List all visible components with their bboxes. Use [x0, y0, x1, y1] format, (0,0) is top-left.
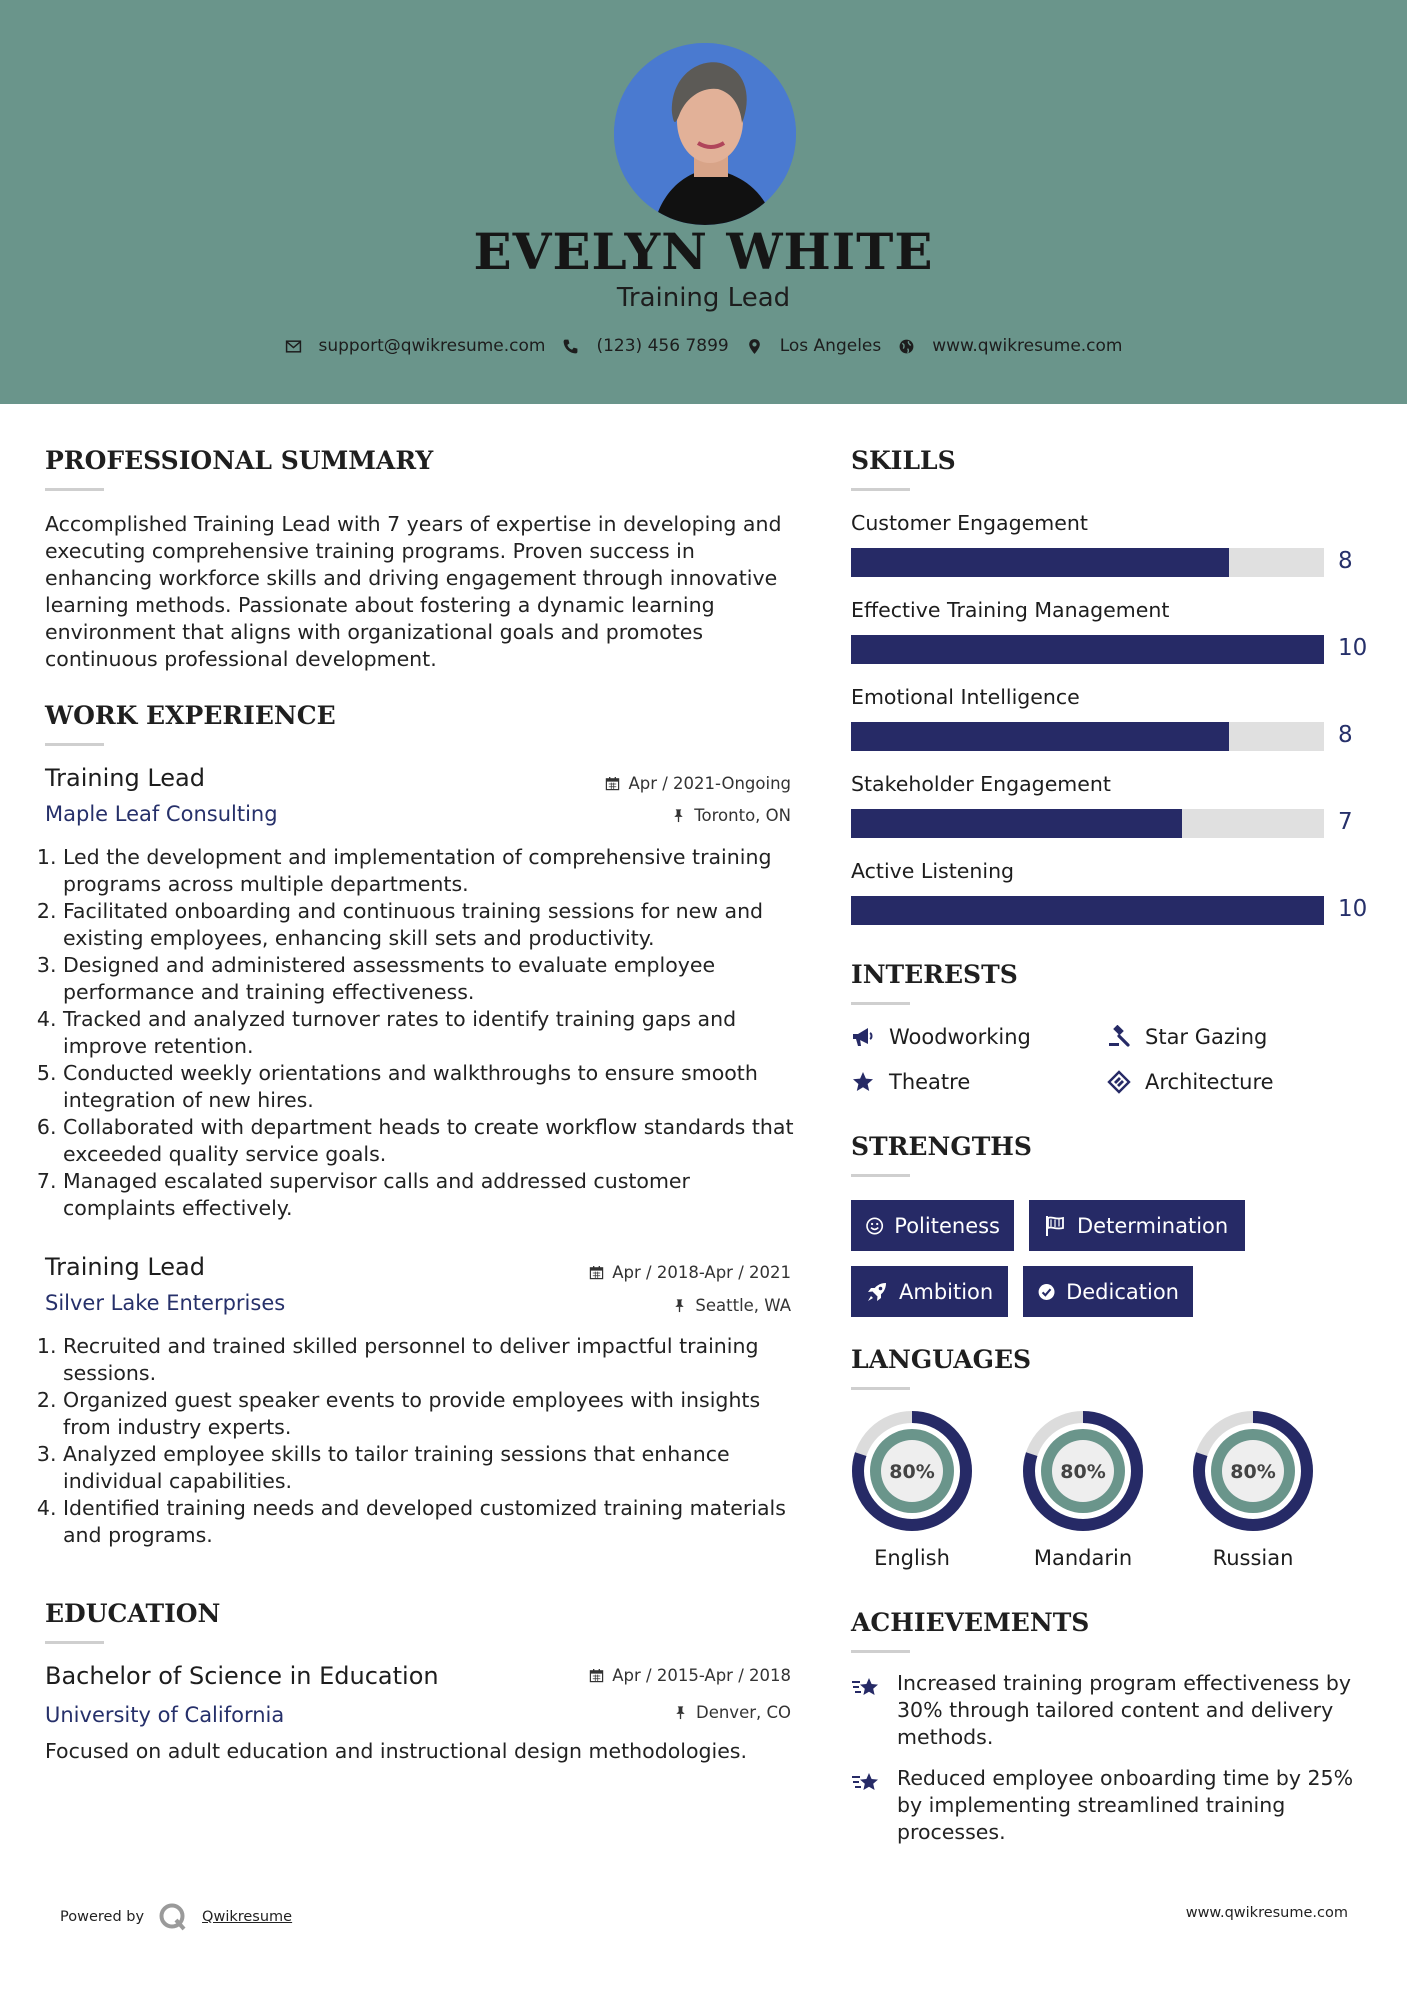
calendar-icon	[589, 1668, 604, 1683]
contact-phone-text: (123) 456 7899	[596, 336, 729, 356]
strength-ambition	[851, 1266, 1008, 1317]
interest-label: Woodworking	[889, 1025, 1031, 1049]
job-1-location-text: Toronto, ON	[694, 806, 791, 825]
strength-politeness	[851, 1200, 1014, 1251]
rocket-icon	[865, 1280, 889, 1304]
skills-divider	[851, 488, 910, 491]
summary-heading: PROFESSIONAL SUMMARY	[45, 446, 434, 475]
skill-value: 10	[1338, 896, 1368, 922]
skill-bar-fill	[851, 722, 1229, 751]
megaphone-icon	[851, 1025, 875, 1049]
strengths-divider	[851, 1174, 910, 1177]
skill-bar-fill	[851, 809, 1182, 838]
achievement-item-2	[851, 1765, 1371, 1846]
candidate-title: Training Lead	[616, 283, 791, 313]
interest-label: Theatre	[889, 1070, 971, 1094]
envelope-icon	[285, 338, 302, 355]
list-item: 3. Analyzed employee skills to tailor training sessions that enhance individual capabilities.	[63, 1441, 797, 1495]
achievement-text: Reduced employee onboarding time by 25% by implementing streamlined training processes.	[897, 1766, 1354, 1844]
skill-bar-track	[851, 548, 1324, 577]
check-circle-icon	[1037, 1280, 1056, 1304]
languages-heading: LANGUAGES	[851, 1345, 1032, 1374]
interest-architecture	[1107, 1070, 1274, 1094]
list-item: 5. Conducted weekly orientations and walkthroughs to ensure smooth integration of new hires.	[63, 1060, 797, 1114]
degree-title: Bachelor of Science in Education	[45, 1662, 439, 1690]
map-pin-icon	[746, 338, 763, 355]
job-2-dates-text: Apr / 2018-Apr / 2021	[612, 1263, 791, 1282]
footer-powered-by	[60, 1902, 292, 1932]
contact-website-text: www.qwikresume.com	[932, 336, 1123, 356]
globe-icon	[898, 338, 915, 355]
list-item: 2. Facilitated onboarding and continuous training sessions for new and existing employees, enhancing skill sets and productivity.	[63, 898, 797, 952]
footer-website[interactable]: www.qwikresume.com	[1185, 1905, 1348, 1921]
qwikresume-link[interactable]: Qwikresume	[202, 1909, 293, 1925]
smile-icon	[865, 1214, 884, 1238]
pushpin-icon	[673, 1705, 688, 1720]
contact-location-text: Los Angeles	[779, 336, 882, 356]
job-1-title: Training Lead	[45, 764, 205, 792]
job-2-title: Training Lead	[45, 1253, 205, 1281]
summary-divider	[45, 488, 104, 491]
gavel-icon	[1107, 1025, 1131, 1049]
language-name: English	[874, 1546, 950, 1570]
candidate-name: EVELYN WHITE	[473, 222, 934, 281]
language-name: Mandarin	[1033, 1546, 1133, 1570]
pushpin-icon	[672, 1298, 687, 1313]
shooting-star-icon	[851, 1768, 881, 1798]
achievements-heading: ACHIEVEMENTS	[851, 1608, 1090, 1637]
interests-divider	[851, 1002, 910, 1005]
languages-divider	[851, 1387, 910, 1390]
star-icon	[851, 1070, 875, 1094]
skill-value: 7	[1338, 809, 1353, 835]
profile-photo	[614, 43, 796, 225]
education-dates-text: Apr / 2015-Apr / 2018	[612, 1666, 791, 1685]
header-band	[0, 0, 1407, 404]
job-1-dates	[500, 774, 791, 793]
job-2-location-text: Seattle, WA	[695, 1296, 791, 1315]
skills-heading: SKILLS	[851, 446, 956, 475]
education-heading: EDUCATION	[45, 1599, 221, 1628]
interest-woodworking	[851, 1025, 1031, 1049]
powered-by-label: Powered by	[60, 1909, 145, 1925]
interest-label: Architecture	[1145, 1070, 1274, 1094]
skill-bar-fill	[851, 896, 1324, 925]
experience-divider	[45, 743, 104, 746]
list-item: 3. Designed and administered assessments to evaluate employee performance and training effectiveness.	[63, 952, 797, 1006]
contact-location	[746, 336, 882, 356]
interest-theatre	[851, 1070, 970, 1094]
contact-row	[0, 336, 1407, 356]
shooting-star-icon	[851, 1673, 881, 1703]
skill-name: Stakeholder Engagement	[851, 772, 1111, 796]
summary-text: Accomplished Training Lead with 7 years of expertise in developing and executing comprehensive training programs. Proven success in enhancing workforce skills and driving engagement through innovative learning methods. Passionate about fostering a dynamic learning environment that aligns with organizational goals and promotes continuous professional development.	[45, 512, 782, 671]
education-location-text: Denver, CO	[695, 1703, 791, 1722]
list-item: 6. Collaborated with department heads to create workflow standards that exceeded quality service goals.	[63, 1114, 797, 1168]
list-item: 4. Identified training needs and developed customized training materials and programs.	[63, 1495, 797, 1549]
skill-value: 8	[1338, 722, 1353, 748]
job-1-dates-text: Apr / 2021-Ongoing	[628, 774, 791, 793]
job-1-duties	[45, 844, 797, 1222]
list-item: 2. Organized guest speaker events to provide employees with insights from industry experts.	[63, 1387, 797, 1441]
calendar-icon	[605, 776, 620, 791]
portrait-image	[614, 43, 796, 225]
school-name: University of California	[45, 1703, 285, 1727]
flag-icon	[1043, 1214, 1067, 1238]
drafting-icon	[1107, 1070, 1131, 1094]
qwikresume-logo-icon	[158, 1902, 188, 1932]
language-percent-label: 80%	[889, 1461, 935, 1483]
language-progress-ring	[1192, 1410, 1314, 1532]
skill-bar-fill	[851, 635, 1324, 664]
pushpin-icon	[671, 808, 686, 823]
list-item: 1. Led the development and implementation of comprehensive training programs across multiple departments.	[63, 844, 797, 898]
skill-bar-track	[851, 635, 1324, 664]
skill-bar-track	[851, 809, 1324, 838]
experience-heading: WORK EXPERIENCE	[45, 701, 336, 730]
list-item: 7. Managed escalated supervisor calls and addressed customer complaints effectively.	[63, 1168, 797, 1222]
language-russian	[1192, 1410, 1314, 1570]
language-percent-label: 80%	[1230, 1461, 1276, 1483]
calendar-icon	[589, 1265, 604, 1280]
skill-value: 10	[1338, 635, 1368, 661]
skill-name: Effective Training Management	[851, 598, 1170, 622]
skill-bar-track	[851, 896, 1324, 925]
job-1-company: Maple Leaf Consulting	[45, 802, 278, 826]
job-2-location	[500, 1296, 791, 1315]
education-note: Focused on adult education and instructional design methodologies.	[45, 1739, 748, 1763]
contact-phone[interactable]	[562, 336, 728, 356]
language-name: Russian	[1212, 1546, 1294, 1570]
contact-email-text: support@qwikresume.com	[318, 336, 546, 356]
list-item: 1. Recruited and trained skilled personnel to deliver impactful training sessions.	[63, 1333, 797, 1387]
skill-bar-track	[851, 722, 1324, 751]
language-percent-label: 80%	[1060, 1461, 1106, 1483]
strength-label: Determination	[1077, 1213, 1229, 1238]
education-location	[500, 1703, 791, 1722]
strength-label: Ambition	[899, 1279, 994, 1304]
skill-bar-fill	[851, 548, 1229, 577]
interest-label: Star Gazing	[1145, 1025, 1268, 1049]
strengths-heading: STRENGTHS	[851, 1132, 1032, 1161]
list-item: 4. Tracked and analyzed turnover rates to identify training gaps and improve retention.	[63, 1006, 797, 1060]
job-2-company: Silver Lake Enterprises	[45, 1291, 286, 1315]
achievements-divider	[851, 1650, 910, 1653]
strength-determination	[1029, 1200, 1245, 1251]
skill-name: Emotional Intelligence	[851, 685, 1080, 709]
strength-label: Dedication	[1066, 1279, 1179, 1304]
education-dates	[500, 1666, 791, 1685]
job-1-location	[500, 806, 791, 825]
contact-website[interactable]	[898, 336, 1122, 356]
interests-heading: INTERESTS	[851, 960, 1018, 989]
job-2-duties	[45, 1333, 797, 1549]
language-english	[851, 1410, 973, 1570]
skill-value: 8	[1338, 548, 1353, 574]
job-2-dates	[500, 1263, 791, 1282]
achievement-text: Increased training program effectiveness by 30% through tailored content and delivery methods.	[897, 1671, 1351, 1749]
education-divider	[45, 1641, 104, 1644]
interest-star-gazing	[1107, 1025, 1267, 1049]
skill-name: Active Listening	[851, 859, 1015, 883]
language-progress-ring	[851, 1410, 973, 1532]
language-progress-ring	[1022, 1410, 1144, 1532]
phone-icon	[562, 338, 579, 355]
achievement-item-1	[851, 1670, 1371, 1751]
language-mandarin	[1022, 1410, 1144, 1570]
strength-label: Politeness	[894, 1213, 1000, 1238]
contact-email[interactable]	[285, 336, 546, 356]
skill-name: Customer Engagement	[851, 511, 1088, 535]
strength-dedication	[1023, 1266, 1193, 1317]
